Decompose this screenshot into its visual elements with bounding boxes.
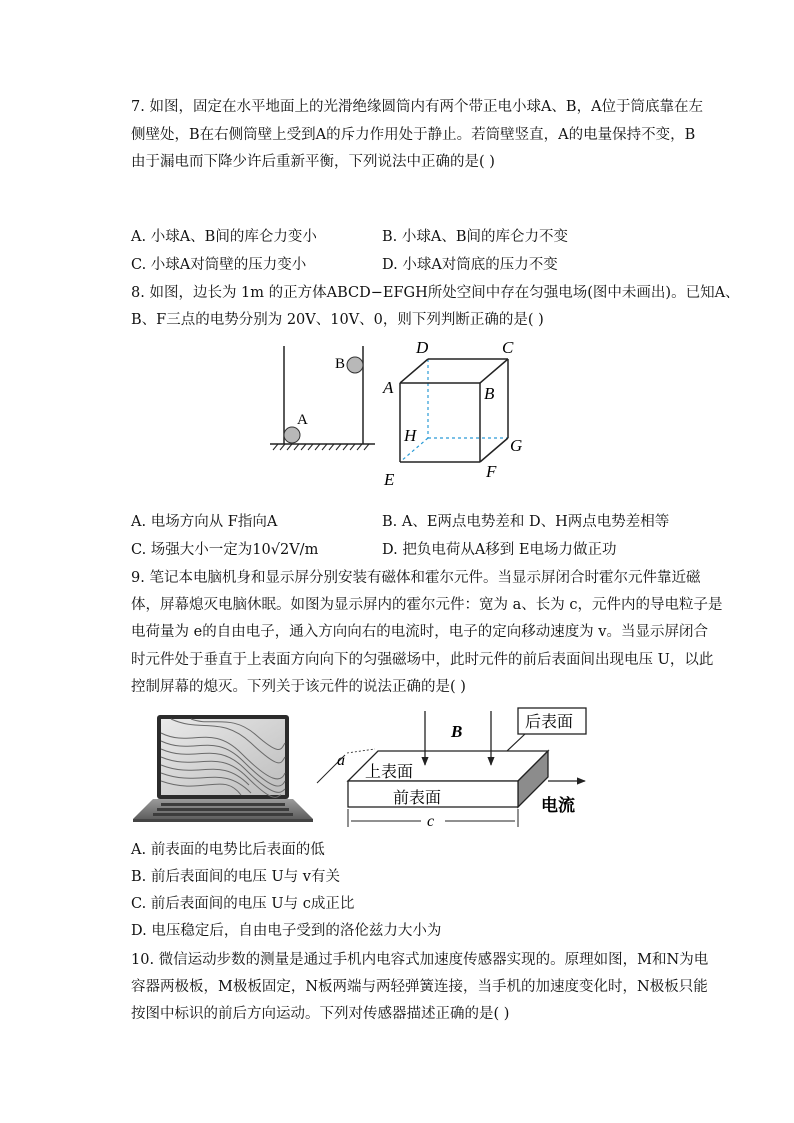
vertex-a-label: A: [383, 378, 394, 397]
vertex-e-label: E: [384, 470, 395, 489]
vertex-g-label: G: [510, 436, 523, 455]
hall-element-figure: [315, 703, 615, 833]
width-a-label: a: [337, 752, 345, 769]
top-surface-label: 上表面: [365, 762, 414, 781]
back-surface-label: 后表面: [525, 712, 574, 731]
q9-option-a: A. 前表面的电势比后表面的低: [131, 842, 325, 858]
q8-option-b: B. A、E两点电势差和 D、H两点电势差相等: [382, 514, 670, 530]
q7-stem-line-1: 7. 如图，固定在水平地面上的光滑绝缘圆筒内有两个带正电小球A、B，A位于筒底靠在左: [131, 99, 704, 115]
q10-stem-line-1: 10. 微信运动步数的测量是通过手机内电容式加速度传感器实现的。原理如图，M和N为电: [131, 952, 709, 968]
q10-stem-line-3: 按图中标识的前后方向运动。下列对传感器描述正确的是( ): [131, 1006, 510, 1022]
ball-a: [284, 427, 300, 443]
q7-stem-line-3: 由于漏电而下降少许后重新平衡，下列说法中正确的是( ): [131, 154, 495, 170]
ball-b: [347, 357, 363, 373]
q7-stem-line-2: 侧壁处，B在右侧筒壁上受到A的斥力作用处于静止。若筒壁竖直，A的电量保持不变，B: [131, 127, 696, 143]
q10-stem-line-2: 容器两极板，M极板固定，N板两端与两轻弹簧连接，当手机的加速度变化时，N极板只能: [131, 979, 708, 995]
q9-stem-line-5: 控制屏幕的熄灭。下列关于该元件的说法正确的是( ): [131, 679, 466, 695]
length-c-label: c: [427, 813, 435, 830]
q7-cylinder-figure: [265, 340, 377, 452]
q9-stem-line-3: 电荷量为 e的自由电子，通入方向向右的电流时，电子的定向移动速度为 v。当显示屏闭合: [131, 624, 708, 640]
q9-option-c: C. 前后表面间的电压 U与 c成正比: [131, 896, 355, 912]
vertex-c-label: C: [502, 338, 514, 357]
vertex-d-label: D: [416, 338, 429, 357]
q8-cube-figure: [380, 335, 530, 490]
vertex-h-label: H: [404, 426, 417, 445]
q9-option-b: B. 前后表面间的电压 U与 v有关: [131, 869, 341, 885]
q8-option-c: C. 场强大小一定为10√2V/m: [131, 542, 319, 558]
q7-option-a: A. 小球A、B间的库仑力变小: [131, 229, 317, 245]
q8-stem-line-2: B、F三点的电势分别为 20V、10V、0，则下列判断正确的是( ): [131, 312, 544, 328]
vertex-f-label: F: [486, 462, 497, 481]
q9-stem-line-1: 9. 笔记本电脑机身和显示屏分别安装有磁体和霍尔元件。当显示屏闭合时霍尔元件靠近磁: [131, 570, 701, 586]
field-b-label: B: [451, 722, 463, 741]
current-label: 电流: [541, 796, 575, 816]
ball-a-label: A: [297, 412, 308, 428]
ball-b-label: B: [335, 356, 346, 372]
q7-option-b: B. 小球A、B间的库仑力不变: [382, 229, 568, 245]
q7-option-d: D. 小球A对筒底的压力不变: [382, 257, 558, 273]
q7-option-c: C. 小球A对筒壁的压力变小: [131, 257, 307, 273]
laptop-image: [131, 713, 316, 825]
q9-stem-line-2: 体，屏幕熄灭电脑休眠。如图为显示屏内的霍尔元件：宽为 a、长为 c，元件内的导电粒子是: [131, 597, 723, 613]
q9-option-d: D. 电压稳定后，自由电子受到的洛伦兹力大小为: [131, 923, 442, 939]
q8-option-a: A. 电场方向从 F指向A: [131, 514, 278, 530]
vertex-b-label: B: [484, 384, 495, 403]
front-surface-label: 前表面: [393, 788, 442, 807]
q8-stem-line-1: 8. 如图，边长为 1m 的正方体ABCD−EFGH所处空间中存在匀强电场(图中未画出)。已知A、: [131, 285, 740, 301]
q8-option-d: D. 把负电荷从A移到 E电场力做正功: [382, 542, 617, 558]
q9-stem-line-4: 时元件处于垂直于上表面方向向下的匀强磁场中，此时元件的前后表面间出现电压 U，以此: [131, 652, 714, 668]
